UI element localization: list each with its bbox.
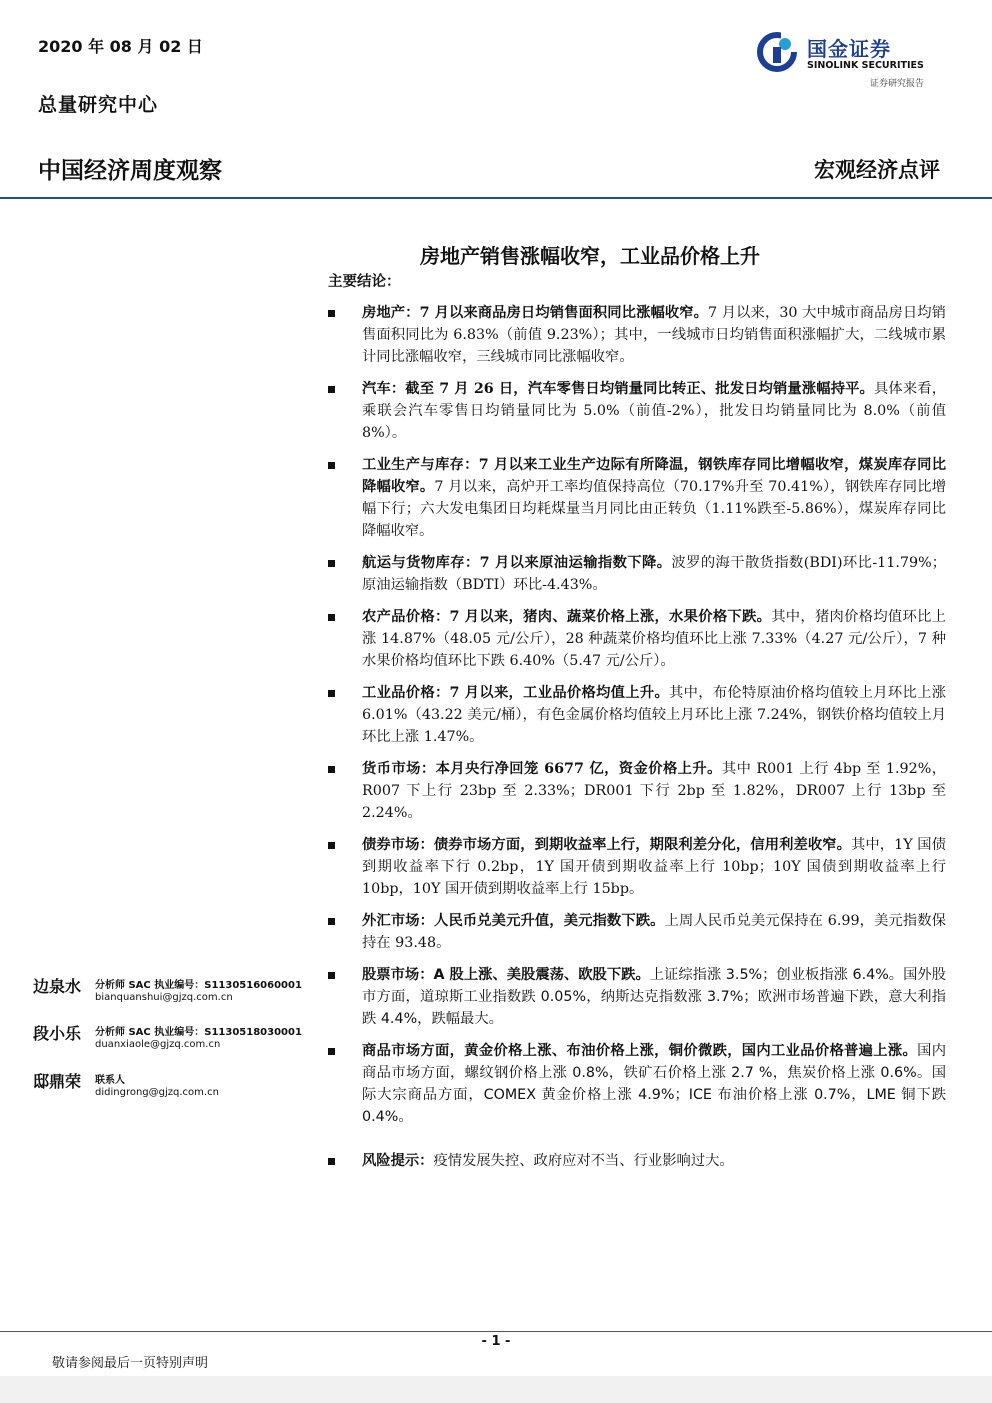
bullet-square-icon (328, 1158, 335, 1165)
report-series-title: 中国经济周度观察 (38, 158, 222, 184)
footer-divider (0, 1331, 992, 1332)
bullet-text: 具体来看，乘联会汽车零售日均销量同比为 5.0%（前值-2%），批发日均销量同比为 8.0%（前值 8%）。 (362, 381, 947, 441)
bullet-heading: 工业品价格：7 月以来，工业品价格均值上升。 (362, 685, 670, 701)
conclusion-list (326, 302, 946, 1182)
bullet-square-icon (328, 918, 335, 925)
author-block (33, 974, 303, 1022)
author-email[interactable]: bianquanshui@gjzq.com.cn (95, 992, 233, 1003)
logo-english-name: SINOLINK SECURITIES (807, 60, 924, 71)
bullet-text: 波罗的海干散货指数(BDI)环比-11.79%；原油运输指数（BDTI）环比-4.43%。 (362, 555, 946, 593)
bullet-fx-market (326, 910, 946, 954)
bullet-heading: 股票市场：A 股上涨、美股震荡、欧股下跌。 (362, 967, 650, 983)
bullet-heading: 商品市场方面，黄金价格上涨、布油价格上涨，铜价微跌，国内工业品价格普遍上涨。 (362, 1043, 918, 1059)
bullet-heading: 汽车：截至 7 月 26 日，汽车零售日均销量同比转正、批发日均销量涨幅持平。 (362, 381, 874, 397)
bullet-stock-market (326, 964, 946, 1030)
header-divider (0, 197, 992, 199)
bullet-text: 其中，布伦特原油价格均值较上月环比上涨 6.01%（43.22 美元/桶），有色金属价格均值较上月环比上涨 7.24%，钢铁价格均值较上月环比上涨 1.47%。 (362, 685, 946, 745)
bullet-text: 其中，猪肉价格均值环比上涨 14.87%（48.05 元/公斤），28 种蔬菜价格均值环比上涨 7.33%（4.27 元/公斤），7 种水果价格均值环比下跌 6.40%（5.47 元/公斤）。 (362, 609, 946, 669)
author-block (33, 1021, 303, 1069)
author-name: 邸鼎荣 (33, 1072, 82, 1091)
bullet-text: 7 月以来，30 大中城市商品房日均销售面积同比为 6.83%（前值 9.23%）；其中，一线城市日均销售面积涨幅扩大，二线城市累计同比涨幅收窄，三线城市同比涨幅收窄。 (362, 305, 946, 365)
bullet-square-icon (328, 972, 335, 979)
bullet-text: 上周人民币兑美元保持在 6.99，美元指数保持在 93.48。 (362, 913, 946, 951)
bullet-heading: 货币市场：本月央行净回笼 6677 亿，资金价格上升。 (362, 761, 722, 777)
bullet-text: 疫情发展失控、政府应对不当、行业影响过大。 (433, 1153, 734, 1169)
report-type: 宏观经济点评 (814, 157, 940, 182)
bullet-text: 其中，1Y 国债到期收益率下行 0.2bp，1Y 国开债到期收益率上行 10bp；10Y 国债到期收益率上行 10bp，10Y 国开债到期收益率上行 15bp。 (362, 837, 946, 897)
page-bottom-band (0, 1376, 992, 1403)
author-role: 联系人 (95, 1075, 125, 1086)
author-email[interactable]: didingrong@gjzq.com.cn (95, 1087, 219, 1098)
bullet-square-icon (328, 560, 335, 567)
report-headline: 房地产销售涨幅收窄，工业品价格上升 (420, 244, 760, 268)
bullet-square-icon (328, 766, 335, 773)
bullet-heading: 外汇市场：人民币兑美元升值，美元指数下跌。 (362, 913, 665, 929)
author-block (33, 1069, 303, 1117)
bullet-text: 上证综指涨 3.5%；创业板指涨 6.4%。国外股市方面，道琼斯工业指数跌 0.05%，纳斯达克指数涨 3.7%；欧洲市场普遍下跌，意大利指跌 4.4%，跌幅最大。 (362, 967, 946, 1027)
key-conclusions-label: 主要结论： (328, 273, 401, 290)
author-name: 边泉水 (33, 977, 82, 996)
bullet-money-market (326, 758, 946, 824)
logo-subtitle: 证券研究报告 (870, 79, 925, 89)
bullet-heading: 房地产：7 月以来商品房日均销售面积同比涨幅收窄。 (362, 305, 709, 321)
bullet-real-estate (326, 302, 946, 368)
bullet-square-icon (328, 462, 335, 469)
bullet-square-icon (328, 690, 335, 697)
logo-chinese-name: 国金证券 (807, 37, 891, 61)
bullet-square-icon (328, 842, 335, 849)
bullet-industrial-prices (326, 682, 946, 748)
bullet-auto (326, 378, 946, 444)
bullet-bond-market (326, 834, 946, 900)
author-email[interactable]: duanxiaole@gjzq.com.cn (95, 1039, 221, 1050)
bullet-commodity-market (326, 1040, 946, 1128)
author-role: 分析师 SAC 执业编号：S1130516060001 (95, 980, 302, 991)
company-logo (757, 30, 947, 90)
bullet-square-icon (328, 310, 335, 317)
bullet-risk-warning (326, 1150, 946, 1172)
bullet-square-icon (328, 1048, 335, 1055)
bullet-heading: 风险提示： (362, 1153, 434, 1169)
bullet-heading: 航运与货物库存：7 月以来原油运输指数下降。 (362, 555, 672, 571)
bullet-heading: 农产品价格：7 月以来，猪肉、蔬菜价格上涨，水果价格下跌。 (362, 609, 772, 625)
department-name: 总量研究中心 (38, 94, 159, 116)
bullet-text: 其中 R001 上行 4bp 至 1.92%，R007 下上行 23bp 至 2.33%；DR001 下行 2bp 至 1.82%，DR007 上行 13bp 至 2.24%。 (362, 761, 947, 821)
author-name: 段小乐 (33, 1024, 82, 1043)
bullet-agriculture (326, 606, 946, 672)
bullet-shipping (326, 552, 946, 596)
bullet-text: 国内商品市场方面，螺纹钢价格上涨 0.8%，铁矿石价格上涨 2.7 %，焦炭价格上涨 0.6%。国际大宗商品方面，COMEX 黄金价格上涨 4.9%；ICE 布油价格上涨 0.7%，LME 铜下跌 0.4%。 (362, 1043, 946, 1125)
sinolink-logo-icon (757, 32, 797, 72)
author-role: 分析师 SAC 执业编号：S1130518030001 (95, 1027, 302, 1038)
footer-disclaimer: 敬请参阅最后一页特别声明 (52, 1356, 209, 1371)
bullet-text: 7 月以来，高炉开工率均值保持高位（70.17%升至 70.41%），钢铁库存同比增幅下行；六大发电集团日均耗煤量当月同比由正转负（1.11%跌至-5.86%），煤炭库存同比降幅收窄。 (362, 479, 946, 539)
bullet-square-icon (328, 386, 335, 393)
report-date: 2020 年 08 月 02 日 (38, 37, 203, 56)
page-number: - 1 - (481, 1334, 511, 1349)
bullet-heading: 债券市场：债券市场方面，到期收益率上行，期限利差分化，信用利差收窄。 (362, 837, 851, 853)
bullet-industrial-production (326, 454, 946, 542)
bullet-square-icon (328, 614, 335, 621)
bullet-heading: 工业生产与库存：7 月以来工业生产边际有所降温，钢铁库存同比增幅收窄，煤炭库存同比降幅收窄。 (362, 457, 946, 495)
